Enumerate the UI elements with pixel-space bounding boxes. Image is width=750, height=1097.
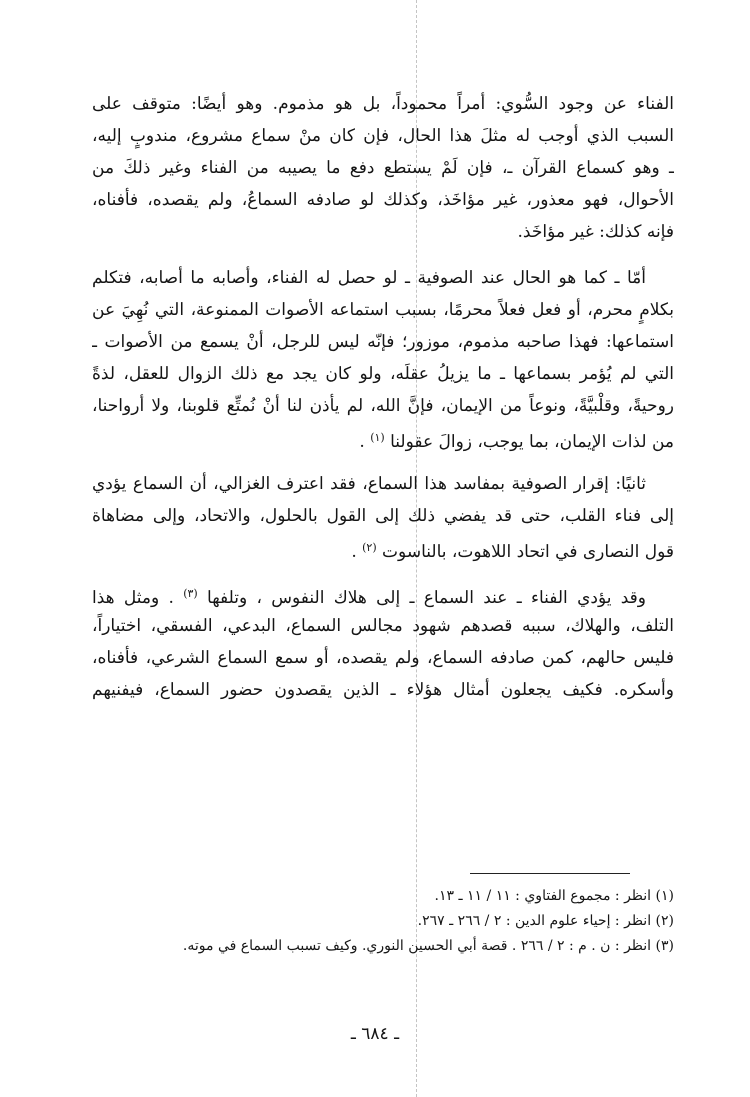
footnote-ref-3[interactable]: (٣) — [183, 587, 198, 600]
text-line: الأحوال، فهو معذور، غير مؤاخَذ، وكذلك لو صادفه السماعُ، ولم يقصده، فأفناه، — [92, 190, 674, 210]
text-line — [92, 578, 674, 610]
text-line: التي لم يُؤمر بسماعها ـ ما يزيلُ عقلَه، ولو كان يجد مع ذلك الزوال للعقل، لذةً — [92, 364, 674, 384]
text-line: روحيةً، وقلْبيَّةً، ونوعاً من الإيمان، فإنَّ الله، لم يأذن لنا أنْ نُمتِّع قلوبنا، ولا أرواحنا، — [92, 396, 674, 416]
text-line: الفناء عن وجود السُّوي: أمراً محموداً، بل هو مذموم. وهو أيضًا: متوقف على — [92, 94, 674, 114]
page-number: ـ ٦٨٤ ـ — [350, 1024, 400, 1044]
text-line: من لذات الإيمان، بما يوجب، زوالَ عقولنا $^{(١)}$ . — [359, 431, 674, 452]
text-line: وأسكره. فكيف يجعلون أمثال هؤلاء ـ الذين يقصدون حضور السماع، فيفنيهم — [92, 680, 674, 700]
text-line: أمّا ـ كما هو الحال عند الصوفية ـ لو حصل له الفناء، وأصابه ما أصابه، فتكلم — [92, 268, 646, 288]
text-segment: من لذات الإيمان، بما يوجب، زوالَ عقولنا — [390, 432, 674, 452]
text-line: التلف، والهلاك، سببه قصدهم شهود مجالس السماع، البدعي، الفسقي، اختياراً، — [92, 616, 674, 636]
footnote-ref-2[interactable]: (٢) — [362, 541, 377, 554]
text-line: إلى فناء القلب، حتى قد يفضي ذلك إلى القول بالحلول، والاتحاد، وإلى مضاهاة — [92, 506, 674, 526]
main-text — [92, 88, 674, 706]
text-segment: وقد يؤدي الفناء ـ عند السماع ـ إلى هلاك النفوس ، وتلفها — [207, 588, 647, 608]
footnote-separator — [470, 873, 630, 874]
text-line: قول النصارى في اتحاد اللاهوت، بالناسوت $^{(٢)}$ . — [351, 541, 674, 562]
text-line: فإنه كذلك: غير مؤاخَذ. — [517, 222, 674, 242]
text-line: استماعها: فهذا صاحبه مذموم، موزور؛ فإنّه ليس للرجل، أنْ يسمع من الأصوات ـ — [92, 332, 674, 352]
footnote-ref-1[interactable]: (١) — [370, 431, 385, 444]
text-line: ـ وهو كسماع القرآن ـ، فإن لَمْ يستطع دفع ما يصيبه من الفناء وغير ذلكَ من — [92, 158, 674, 178]
footnote-2: (٢) انظر : إحياء علوم الدين : ٢ / ٢٦٦ ـ ٢٦٧. — [417, 913, 674, 929]
footnotes — [92, 884, 674, 959]
text-line: ثانيًا: إقرار الصوفية بمفاسد هذا السماع، فقد اعترف الغزالي، أن السماع يؤدي — [92, 474, 646, 494]
text-segment: . ومثل هذا — [92, 588, 174, 608]
text-line: السبب الذي أوجب له مثلَ هذا الحال، فإن كان منْ سماع مشروع، مندوبٍ إليه، — [92, 126, 674, 146]
text-segment: قول النصارى في اتحاد اللاهوت، بالناسوت — [382, 542, 674, 562]
text-line: بكلامٍ محرم، أو فعل فعلاً محرمًا، بسبب استماعه الأصوات الممنوعة، التي نُهِيَ عن — [92, 300, 674, 320]
footnote-3: (٣) انظر : ن . م : ٢ / ٢٦٦ . قصة أبي الحسين النوري. وكيف تسبب السماع في موته. — [182, 938, 674, 954]
text-line: فليس حالهم، كمن صادفه السماع، ولم يقصده، أو سمع السماع الشرعي، فأفناه، — [92, 648, 674, 668]
footnote-1: (١) انظر : مجموع الفتاوي : ١١ / ١١ ـ ١٣. — [434, 888, 674, 904]
